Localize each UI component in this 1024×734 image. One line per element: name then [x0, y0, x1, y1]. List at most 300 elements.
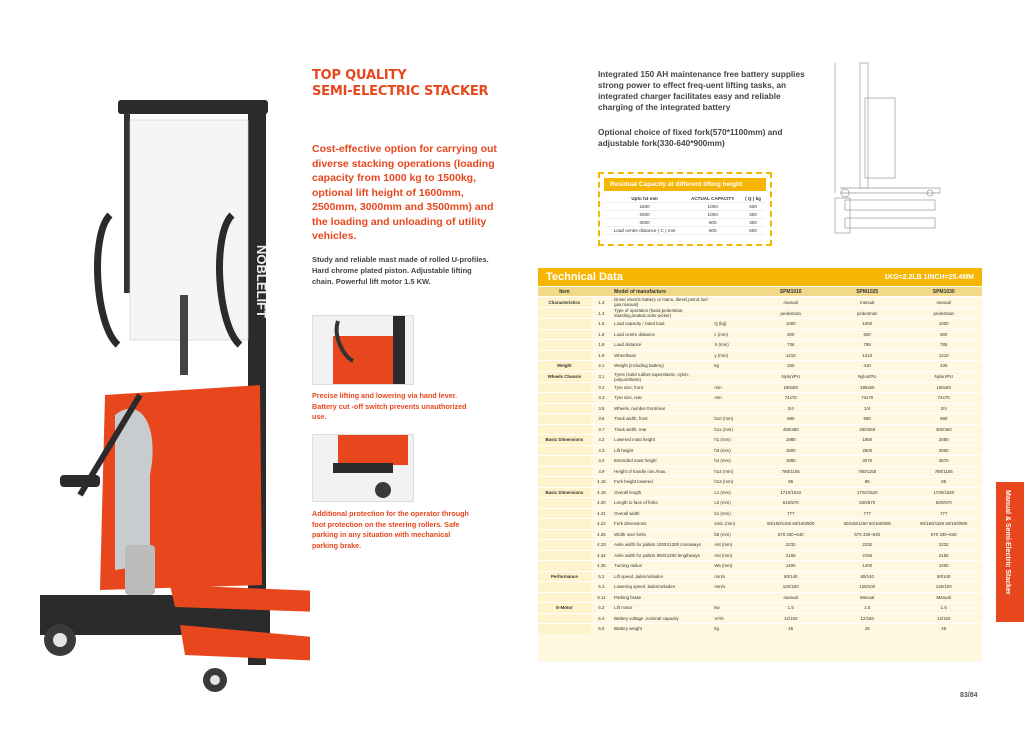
- table-cell: 1980: [752, 456, 828, 467]
- table-cell: b11 (mm): [712, 424, 752, 435]
- table-row: [538, 592, 982, 603]
- table-cell: 4.25: [591, 529, 612, 540]
- cell: 600: [741, 227, 765, 235]
- table-cell: 50/140: [752, 571, 828, 582]
- row-group-label: Basic Dimensions: [538, 435, 591, 446]
- table-cell: 180x50: [905, 382, 982, 393]
- table-row: [538, 466, 982, 477]
- column-header: SPM1016: [752, 287, 828, 297]
- row-group-label: [538, 498, 591, 509]
- table-cell: Track width, rear: [612, 424, 712, 435]
- table-cell: 45: [752, 624, 828, 634]
- table-cell: 3070: [829, 456, 905, 467]
- cell: 300: [741, 219, 765, 227]
- table-cell: 180x50: [829, 382, 905, 393]
- row-group-label: [538, 308, 591, 319]
- table-cell: Load capacity / rated load: [612, 319, 712, 330]
- table-cell: Type of operation (hand,pedestrian, standing,seated,order-picker): [612, 308, 712, 319]
- table-cell: pedestrian: [905, 308, 982, 319]
- row-group-label: [538, 561, 591, 572]
- table-cell: 60/160/1150 60/160/900: [752, 519, 828, 530]
- table-row: [538, 297, 982, 308]
- table-cell: 410: [829, 361, 905, 372]
- intro-text: Cost-effective option for carrying out diverse stacking operations (loading capacity from 1000 kg to 1500kg, optional lift height of 1600mm, 2500mm, 3000mm and 3500mm) and the loading and unloading of utility vehicles.: [312, 143, 497, 242]
- cell: 1000: [684, 211, 741, 219]
- table-cell: 1.3: [591, 297, 612, 308]
- table-cell: Lowering speed ,laden/unladen: [612, 582, 712, 593]
- table-cell: 1.9: [591, 350, 612, 361]
- row-group-label: [538, 329, 591, 340]
- table-cell: [712, 403, 752, 414]
- cell: 600: [684, 219, 741, 227]
- table-cell: 2155: [905, 550, 982, 561]
- table-cell: 680: [905, 414, 982, 425]
- cell: 3000: [605, 219, 684, 227]
- table-cell: Height of handle min./max.: [612, 466, 712, 477]
- table-cell: 1.5: [752, 603, 828, 614]
- residual-row: [605, 219, 765, 227]
- table-cell: Load centre distance: [612, 329, 712, 340]
- table-cell: 570 330~640: [752, 529, 828, 540]
- table-cell: 3000: [905, 445, 982, 456]
- table-cell: Manual: [905, 592, 982, 603]
- table-cell: L1 (mm): [712, 487, 752, 498]
- table-cell: 2232: [752, 540, 828, 551]
- table-cell: 4.21: [591, 508, 612, 519]
- table-cell: Ast (mm): [712, 540, 752, 551]
- table-row: [538, 550, 982, 561]
- table-cell: y (mm): [712, 350, 752, 361]
- row-group-label: [538, 319, 591, 330]
- table-cell: 3.7: [591, 424, 612, 435]
- table-row: [538, 361, 982, 372]
- table-cell: h14 (mm): [712, 466, 752, 477]
- table-cell: 3.1: [591, 371, 612, 382]
- table-cell: 736: [752, 340, 828, 351]
- table-cell: 2232: [905, 540, 982, 551]
- table-cell: 2/4: [829, 403, 905, 414]
- table-cell: [712, 297, 752, 308]
- table-cell: Width over forks: [612, 529, 712, 540]
- table-cell: Overall width: [612, 508, 712, 519]
- table-cell: 85: [752, 477, 828, 488]
- row-group-label: [538, 550, 591, 561]
- table-cell: pedestrian: [829, 308, 905, 319]
- cell: 1600: [605, 203, 684, 211]
- table-row: [538, 529, 982, 540]
- table-row: [538, 340, 982, 351]
- table-cell: 680: [752, 414, 828, 425]
- table-cell: 1210: [752, 350, 828, 361]
- brand-text: NOBLELIFT: [254, 245, 269, 318]
- table-cell: 2/4: [752, 403, 828, 414]
- table-cell: 1.5: [829, 603, 905, 614]
- table-cell: Battery weight: [612, 624, 712, 634]
- table-row: [538, 540, 982, 551]
- technical-data-title: Technical Data: [546, 271, 623, 283]
- table-header-row: [538, 287, 982, 297]
- table-cell: 74x70: [905, 393, 982, 404]
- table-cell: 785: [905, 340, 982, 351]
- table-cell: 1600: [752, 445, 828, 456]
- row-group-label: [538, 382, 591, 393]
- table-cell: 85: [829, 477, 905, 488]
- row-group-label: [538, 624, 591, 634]
- table-cell: 120/100: [752, 582, 828, 593]
- table-row: [538, 603, 982, 614]
- table-cell: 12/150: [752, 613, 828, 624]
- table-cell: 180x50: [752, 382, 828, 393]
- table-cell: 3.6: [591, 414, 612, 425]
- table-cell: Parking brake: [612, 592, 712, 603]
- table-cell: b1 (mm): [712, 508, 752, 519]
- table-cell: 4.4: [591, 456, 612, 467]
- table-cell: Drive( electric-battery or manu. diesel,petrol,fuel gas,manual): [612, 297, 712, 308]
- table-cell: 1.8: [591, 340, 612, 351]
- table-cell: 45: [905, 624, 982, 634]
- residual-row: [605, 211, 765, 219]
- table-cell: Tyre size, rear: [612, 393, 712, 404]
- table-cell: 5.3: [591, 582, 612, 593]
- table-cell: Track width, front: [612, 414, 712, 425]
- table-row: [538, 582, 982, 593]
- unit-conversion: 1KG=2.2LB 1INCH=25.4MM: [884, 273, 974, 281]
- residual-row: [605, 203, 765, 211]
- thumbnail-foot-protection: [312, 434, 414, 502]
- table-cell: 780/1155: [752, 466, 828, 477]
- table-cell: 1210: [905, 350, 982, 361]
- cell: 400: [741, 211, 765, 219]
- residual-header: ACTUAL CAPACITY: [684, 195, 741, 203]
- headline-line2: SEMI-ELECTRIC STACKER: [312, 84, 489, 99]
- table-cell: 777: [829, 508, 905, 519]
- caption-foot-protection: Additional protection for the operator through foot protection on the steering rollers. Safe parking in any situation with mechanical parking brake.: [312, 509, 469, 550]
- table-cell: 6.2: [591, 603, 612, 614]
- table-cell: Manual: [829, 592, 905, 603]
- table-cell: 400/460: [752, 424, 828, 435]
- fork-paragraph: Optional choice of fixed fork(570*1100mm) and adjustable fork(330-640*900mm): [598, 127, 783, 148]
- table-row: [538, 487, 982, 498]
- row-group-label: Performance: [538, 571, 591, 582]
- table-cell: 80/140: [905, 571, 982, 582]
- table-cell: Lift motor: [612, 603, 712, 614]
- headline: [312, 68, 488, 100]
- row-group-label: [538, 540, 591, 551]
- table-cell: kw: [712, 603, 752, 614]
- table-cell: kg: [712, 624, 752, 634]
- table-cell: 1.4: [591, 308, 612, 319]
- table-cell: 1400: [829, 561, 905, 572]
- table-cell: 1400: [752, 561, 828, 572]
- table-cell: 777: [905, 508, 982, 519]
- table-cell: s/e/L (mm): [712, 519, 752, 530]
- table-cell: Nylon/PU: [905, 371, 982, 382]
- table-cell: 60/160/1150 60/160/900: [905, 519, 982, 530]
- table-cell: Extended mast height: [612, 456, 712, 467]
- table-cell: Fork height lowered: [612, 477, 712, 488]
- table-cell: Lift height: [612, 445, 712, 456]
- table-cell: Battery voltage ,nominal capacity: [612, 613, 712, 624]
- row-group-label: [538, 613, 591, 624]
- residual-row: [605, 227, 765, 235]
- row-group-label: [538, 424, 591, 435]
- residual-table: [605, 195, 765, 235]
- table-cell: 12/150: [829, 613, 905, 624]
- cell: 600: [684, 227, 741, 235]
- table-row: [538, 393, 982, 404]
- section-side-tab: [996, 482, 1024, 622]
- column-header: SPM1025: [829, 287, 905, 297]
- table-cell: Q (kg): [712, 319, 752, 330]
- table-cell: 4.9: [591, 466, 612, 477]
- table-cell: b5 (mm): [712, 529, 752, 540]
- table-cell: 1980: [752, 435, 828, 446]
- table-cell: pedestrian: [752, 308, 828, 319]
- row-group-label: [538, 519, 591, 530]
- table-cell: 1000: [905, 319, 982, 330]
- body-text: Study and reliable mast made of rolled U-profiles. Hard chrome plated piston. Adjustable lifting chain. Powerful lift motor 1.5 KW.: [312, 255, 489, 286]
- table-row: [538, 477, 982, 488]
- table-cell: 620/670: [905, 498, 982, 509]
- table-cell: kg: [712, 361, 752, 372]
- cell: 1000: [684, 203, 741, 211]
- table-row: [538, 571, 982, 582]
- table-cell: Wa (mm): [712, 561, 752, 572]
- table-cell: 1000: [752, 319, 828, 330]
- table-cell: Wheelbase: [612, 350, 712, 361]
- table-cell: 4.2: [591, 435, 612, 446]
- residual-capacity-box: [598, 172, 772, 246]
- table-cell: 4.20: [591, 498, 612, 509]
- table-cell: Weight (including battery): [612, 361, 712, 372]
- side-tab-label: Manual & Semi-Electric Stacker: [1004, 490, 1011, 595]
- table-row: [538, 624, 982, 634]
- table-row: [538, 329, 982, 340]
- table-cell: mm: [712, 393, 752, 404]
- technical-data-panel: [538, 268, 982, 662]
- table-cell: 80/140: [829, 571, 905, 582]
- table-cell: 3570: [905, 456, 982, 467]
- table-cell: Ast (mm): [712, 550, 752, 561]
- table-cell: 2500: [829, 445, 905, 456]
- row-group-label: Wheels Chassis: [538, 371, 591, 382]
- column-header: [712, 287, 752, 297]
- table-cell: 4.15: [591, 477, 612, 488]
- table-row: [538, 508, 982, 519]
- cell: Load centre distance ( C ) mm: [605, 227, 684, 235]
- table-cell: 430: [905, 361, 982, 372]
- table-cell: mm: [712, 382, 752, 393]
- table-cell: 680: [829, 414, 905, 425]
- table-cell: 610/570: [752, 498, 828, 509]
- row-group-label: [538, 582, 591, 593]
- table-row: [538, 445, 982, 456]
- technical-drawing: [830, 58, 960, 258]
- table-cell: 2080: [905, 435, 982, 446]
- table-cell: 60/160/1150 60/160/900: [829, 519, 905, 530]
- table-row: [538, 561, 982, 572]
- table-row: [538, 371, 982, 382]
- table-cell: Tyre size, front: [612, 382, 712, 393]
- table-cell: h13 (mm): [712, 477, 752, 488]
- table-cell: manual: [752, 592, 828, 603]
- table-row: [538, 403, 982, 414]
- table-cell: 74x70: [752, 393, 828, 404]
- table-cell: 1720/1520: [905, 487, 982, 498]
- row-group-label: [538, 340, 591, 351]
- table-cell: Aisle width for pallets 1000X1200 crossways: [612, 540, 712, 551]
- stacker-illustration: [0, 95, 310, 695]
- table-row: [538, 308, 982, 319]
- thumbnail-hand-lever: [312, 315, 414, 385]
- table-cell: 1710/1510: [752, 487, 828, 498]
- row-group-label: Characteristics: [538, 297, 591, 308]
- table-cell: 1850: [829, 435, 905, 446]
- row-group-label: Basic Dimensions: [538, 487, 591, 498]
- cell: 2500: [605, 211, 684, 219]
- table-cell: 4.22: [591, 519, 612, 530]
- table-cell: V/Ah: [712, 613, 752, 624]
- table-cell: 6.4: [591, 613, 612, 624]
- table-cell: 4.3: [591, 445, 612, 456]
- table-cell: [712, 592, 752, 603]
- table-cell: 570 330~640: [905, 529, 982, 540]
- table-cell: Lowered mast height: [612, 435, 712, 446]
- table-row: [538, 319, 982, 330]
- table-cell: 3.2: [591, 382, 612, 393]
- table-cell: 1210: [829, 350, 905, 361]
- headline-line1: TOP QUALITY: [312, 68, 407, 83]
- row-group-label: [538, 592, 591, 603]
- table-cell: manual: [905, 297, 982, 308]
- table-cell: 5.2: [591, 571, 612, 582]
- table-cell: 2155: [752, 550, 828, 561]
- table-row: [538, 382, 982, 393]
- table-cell: 785: [829, 340, 905, 351]
- row-group-label: Weight: [538, 361, 591, 372]
- table-row: [538, 498, 982, 509]
- table-cell: 12/150: [905, 613, 982, 624]
- table-cell: Tyres (solid rubber,superelastic, nylon, polyurethane): [612, 371, 712, 382]
- table-cell: 4.34: [591, 550, 612, 561]
- residual-header: ( Q ) kg: [741, 195, 765, 203]
- cell: 500: [741, 203, 765, 211]
- row-group-label: [538, 529, 591, 540]
- table-cell: 1400: [905, 561, 982, 572]
- column-header: [591, 287, 612, 297]
- table-cell: 4.19: [591, 487, 612, 498]
- table-cell: 2/4: [905, 403, 982, 414]
- table-cell: 2232: [829, 540, 905, 551]
- column-header: Model of manufacture: [612, 287, 712, 297]
- table-cell: 777: [752, 508, 828, 519]
- table-cell: 600: [752, 329, 828, 340]
- table-cell: 125/100: [905, 582, 982, 593]
- row-group-label: [538, 477, 591, 488]
- table-row: [538, 613, 982, 624]
- table-cell: Aisle width for pallets 800X1200 lengthways: [612, 550, 712, 561]
- battery-paragraph: Integrated 150 AH maintenance free battery supplies strong power to effect freq-uent lifting tasks, an integrated charger facilitates easy and reliable charging of the integrated battery: [598, 69, 805, 112]
- table-row: [538, 350, 982, 361]
- table-cell: 330: [752, 361, 828, 372]
- table-cell: 2.1: [591, 361, 612, 372]
- table-cell: 4.33: [591, 540, 612, 551]
- table-cell: Nylon/PU: [829, 371, 905, 382]
- table-cell: Nylon/PU: [752, 371, 828, 382]
- table-cell: 3.5: [591, 403, 612, 414]
- table-cell: 1000: [829, 319, 905, 330]
- table-cell: 1.5: [905, 603, 982, 614]
- table-cell: 45: [829, 624, 905, 634]
- table-cell: 570 330~640: [829, 529, 905, 540]
- row-group-label: [538, 414, 591, 425]
- table-cell: 780/1155: [905, 466, 982, 477]
- table-row: [538, 519, 982, 530]
- table-cell: 600: [829, 329, 905, 340]
- table-row: [538, 414, 982, 425]
- row-group-label: E-Motor: [538, 603, 591, 614]
- row-group-label: [538, 456, 591, 467]
- table-cell: 600: [905, 329, 982, 340]
- table-cell: 1.5: [591, 319, 612, 330]
- table-cell: mm/s: [712, 582, 752, 593]
- table-cell: h4 (mm): [712, 456, 752, 467]
- table-cell: 1.6: [591, 329, 612, 340]
- table-cell: 74x70: [829, 393, 905, 404]
- table-cell: 3.3: [591, 393, 612, 404]
- row-group-label: [538, 508, 591, 519]
- table-cell: 400/460: [829, 424, 905, 435]
- table-cell: 620/670: [829, 498, 905, 509]
- table-cell: 400/460: [905, 424, 982, 435]
- column-header: Item: [538, 287, 591, 297]
- table-cell: Fork dimensions: [612, 519, 712, 530]
- row-group-label: [538, 393, 591, 404]
- table-cell: X (mm): [712, 340, 752, 351]
- residual-header: Upto h3 mm: [605, 195, 684, 203]
- column-header: SPM1030: [905, 287, 982, 297]
- table-cell: Lift speed ,laden/unladen: [612, 571, 712, 582]
- table-cell: manual: [829, 297, 905, 308]
- table-cell: [712, 308, 752, 319]
- table-cell: 6.5: [591, 624, 612, 634]
- table-cell: 780/1155: [829, 466, 905, 477]
- table-cell: Overall length: [612, 487, 712, 498]
- table-cell: 4.35: [591, 561, 612, 572]
- table-cell: b10 (mm): [712, 414, 752, 425]
- table-cell: mm/s: [712, 571, 752, 582]
- table-cell: Load distance: [612, 340, 712, 351]
- technical-data-table: [538, 286, 982, 634]
- residual-title: Residual Capacity at different lifting height: [604, 178, 766, 191]
- table-row: [538, 424, 982, 435]
- table-cell: 85: [905, 477, 982, 488]
- table-cell: Length to face of forks: [612, 498, 712, 509]
- table-cell: 125/100: [829, 582, 905, 593]
- table-cell: Wheels, number front/rear: [612, 403, 712, 414]
- caption-hand-lever: Precise lifting and lowering via hand lever. Battery cut -off switch prevents unauthorized use.: [312, 391, 467, 421]
- table-cell: 5.11: [591, 592, 612, 603]
- technical-data-header: [538, 268, 982, 286]
- table-cell: 1720/1520: [829, 487, 905, 498]
- row-group-label: [538, 403, 591, 414]
- table-cell: manual: [752, 297, 828, 308]
- row-group-label: [538, 466, 591, 477]
- table-cell: Turning radius: [612, 561, 712, 572]
- table-row: [538, 456, 982, 467]
- table-cell: h1 (mm): [712, 435, 752, 446]
- row-group-label: [538, 445, 591, 456]
